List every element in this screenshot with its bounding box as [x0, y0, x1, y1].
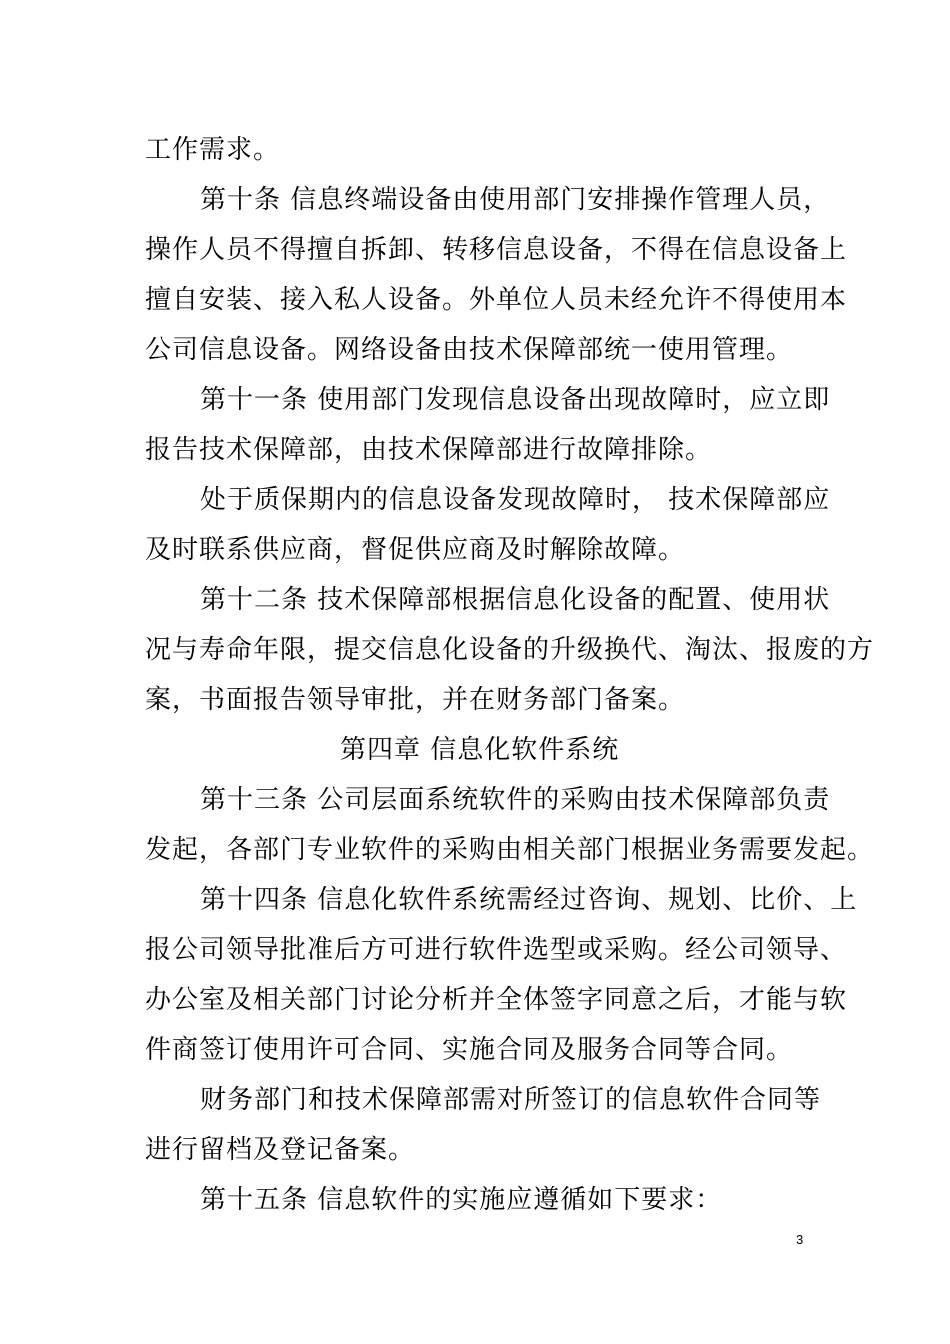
- page-number: 3: [796, 1232, 804, 1247]
- article-14-line-4: 件商签订使用许可合同、实施合同及服务合同等合同。: [145, 1035, 794, 1065]
- article-14-line-2: 报公司领导批准后方可进行软件选型或采购。经公司领导、: [145, 935, 848, 965]
- contract-filing-line-1: 财务部门和技术保障部需对所签订的信息软件合同等: [200, 1085, 822, 1115]
- warranty-paragraph-line-1: 处于质保期内的信息设备发现故障时， 技术保障部应: [200, 485, 831, 515]
- article-10-line-4: 公司信息设备。网络设备由技术保障部统一使用管理。: [145, 335, 794, 365]
- article-13-line-2: 发起，各部门专业软件的采购由相关部门根据业务需要发起。: [145, 835, 875, 865]
- paragraph-line: 工作需求。: [145, 135, 281, 165]
- article-14-line-3: 办公室及相关部门讨论分析并全体签字同意之后，才能与软: [145, 985, 848, 1015]
- article-12-line-2: 况与寿命年限，提交信息化设备的升级换代、淘汰、报废的方: [145, 635, 875, 665]
- article-11-line-1: 第十一条 使用部门发现信息设备出现故障时，应立即: [200, 385, 831, 415]
- article-15-line-1: 第十五条 信息软件的实施应遵循如下要求：: [200, 1185, 723, 1215]
- article-12-line-3: 案，书面报告领导审批，并在财务部门备案。: [145, 685, 686, 715]
- contract-filing-line-2: 进行留档及登记备案。: [145, 1135, 416, 1165]
- chapter-heading: 第四章 信息化软件系统: [340, 735, 620, 765]
- article-10-line-1: 第十条 信息终端设备由使用部门安排操作管理人员，: [200, 185, 831, 215]
- warranty-paragraph-line-2: 及时联系供应商，督促供应商及时解除故障。: [145, 535, 686, 565]
- article-12-line-1: 第十二条 技术保障部根据信息化设备的配置、使用状: [200, 585, 831, 615]
- article-13-line-1: 第十三条 公司层面系统软件的采购由技术保障部负责: [200, 785, 831, 815]
- article-14-line-1: 第十四条 信息化软件系统需经过咨询、规划、比价、上: [200, 885, 858, 915]
- article-10-line-2: 操作人员不得擅自拆卸、转移信息设备，不得在信息设备上: [145, 235, 848, 265]
- article-11-line-2: 报告技术保障部，由技术保障部进行故障排除。: [145, 435, 713, 465]
- article-10-line-3: 擅自安装、接入私人设备。外单位人员未经允许不得使用本: [145, 285, 848, 315]
